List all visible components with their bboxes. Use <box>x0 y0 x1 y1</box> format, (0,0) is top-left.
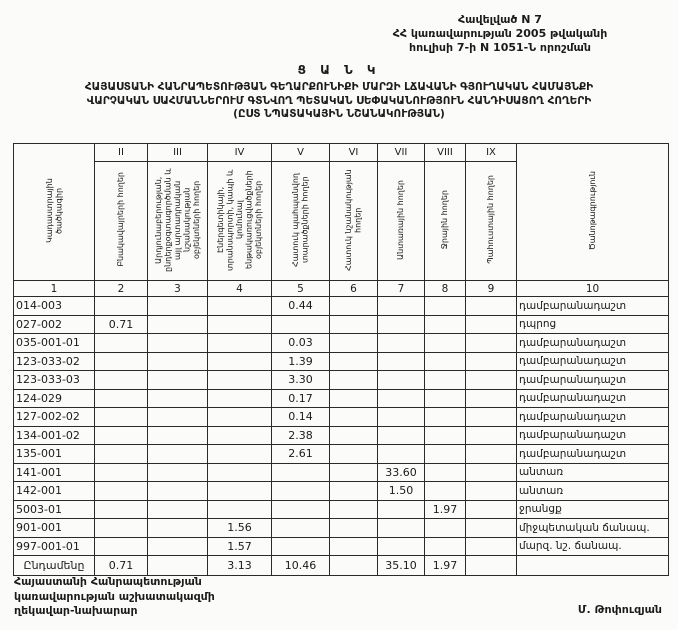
column-header-cadastral-code <box>14 144 95 281</box>
cell-value-col9 <box>466 556 517 576</box>
cell-value-col9 <box>466 352 517 371</box>
table-row <box>14 371 669 390</box>
column-number-5: 5 <box>272 281 330 297</box>
cell-value-col3 <box>148 445 208 464</box>
cell-code: 901-001 <box>14 519 95 538</box>
subtitle-line-3: (ԸՍՏ ՆՊԱՏԱԿԱՅԻՆ ՆՇԱՆԱԿՈՒԹՅԱՆ) <box>233 108 445 120</box>
cell-value-col5 <box>272 500 330 519</box>
cell-value-col3 <box>148 297 208 316</box>
signature-name: Մ. Թոփուզյան <box>577 603 662 616</box>
cell-value-col2 <box>95 389 148 408</box>
roman-numeral-IV: IV <box>208 144 272 162</box>
cell-value-col6 <box>330 297 378 316</box>
column-number-2: 2 <box>95 281 148 297</box>
cell-value-col6 <box>330 463 378 482</box>
cell-value-col3 <box>148 482 208 501</box>
roman-numeral-III: III <box>148 144 208 162</box>
column-header-note <box>517 144 669 281</box>
cell-value-col2: 0.71 <box>95 556 148 576</box>
cell-value-col5 <box>272 463 330 482</box>
cell-value-col9 <box>466 334 517 353</box>
cell-value-col3 <box>148 352 208 371</box>
cell-code: 035-001-01 <box>14 334 95 353</box>
column-header-8-label: Ջրային հողեր <box>440 189 450 250</box>
cell-value-col2 <box>95 371 148 390</box>
column-header-5-label: Հատուկ պահպանվող տարածքների հողեր <box>291 172 310 267</box>
table-row <box>14 408 669 427</box>
cell-value-col8 <box>425 482 466 501</box>
cell-note: դամբարանադաշտ <box>517 352 669 371</box>
cell-value-col4 <box>208 371 272 390</box>
column-number-row <box>14 281 669 297</box>
cell-value-col5: 0.14 <box>272 408 330 427</box>
table-row <box>14 334 669 353</box>
cell-value-col4 <box>208 500 272 519</box>
cell-value-col4 <box>208 426 272 445</box>
column-header-7-label: Անտառային հողեր <box>396 179 406 260</box>
cell-value-col5: 3.30 <box>272 371 330 390</box>
cell-value-col4 <box>208 389 272 408</box>
cell-code: 141-001 <box>14 463 95 482</box>
cell-value-col9 <box>466 297 517 316</box>
cell-value-col9 <box>466 537 517 556</box>
cell-value-col8 <box>425 315 466 334</box>
cell-value-col9 <box>466 463 517 482</box>
page-subtitle <box>0 81 678 122</box>
cell-value-col2 <box>95 463 148 482</box>
cell-value-col7 <box>378 389 425 408</box>
document-footer <box>14 575 662 619</box>
cell-note: մարզ. նշ. ճանապ. <box>517 537 669 556</box>
cell-code: 027-002 <box>14 315 95 334</box>
cell-note: դամբարանադաշտ <box>517 371 669 390</box>
cell-value-col8 <box>425 352 466 371</box>
table-row <box>14 315 669 334</box>
cell-value-col4 <box>208 352 272 371</box>
cell-value-col4: 1.56 <box>208 519 272 538</box>
cell-value-col2 <box>95 297 148 316</box>
cell-value-col8 <box>425 371 466 390</box>
land-category-table <box>13 143 669 576</box>
roman-numeral-VIII: VIII <box>425 144 466 162</box>
roman-numeral-IX: IX <box>466 144 517 162</box>
cell-value-col4: 1.57 <box>208 537 272 556</box>
cell-value-col5 <box>272 482 330 501</box>
column-header-4 <box>208 162 272 281</box>
cell-value-col4 <box>208 445 272 464</box>
cell-value-col6 <box>330 537 378 556</box>
cell-value-col6 <box>330 556 378 576</box>
cell-code: 127-002-02 <box>14 408 95 427</box>
cell-value-col5 <box>272 315 330 334</box>
roman-numeral-VI: VI <box>330 144 378 162</box>
cell-value-col8 <box>425 408 466 427</box>
table-row <box>14 445 669 464</box>
cell-value-col4 <box>208 334 272 353</box>
cell-value-col6 <box>330 445 378 464</box>
cell-value-col7: 35.10 <box>378 556 425 576</box>
cell-value-col3 <box>148 371 208 390</box>
footer-office <box>14 575 215 619</box>
column-header-6-label: Հատուկ նշանակության հողեր <box>344 168 363 271</box>
cell-value-col6 <box>330 426 378 445</box>
cell-value-col9 <box>466 371 517 390</box>
cell-value-col7 <box>378 445 425 464</box>
cell-note: անտառ <box>517 463 669 482</box>
cell-value-col6 <box>330 389 378 408</box>
cell-value-col6 <box>330 334 378 353</box>
cell-value-col8: 1.97 <box>425 500 466 519</box>
cell-value-col8 <box>425 389 466 408</box>
cell-value-col3 <box>148 389 208 408</box>
cell-value-col6 <box>330 482 378 501</box>
column-number-7: 7 <box>378 281 425 297</box>
cell-value-col7 <box>378 315 425 334</box>
cell-code: 134-001-02 <box>14 426 95 445</box>
cell-value-col8 <box>425 445 466 464</box>
footer-line-1: Հայաստանի Հանրապետության <box>14 575 202 588</box>
cell-value-col9 <box>466 389 517 408</box>
column-number-10: 10 <box>517 281 669 297</box>
cell-value-col8 <box>425 537 466 556</box>
cell-code: Ընդամենը <box>14 556 95 576</box>
cell-value-col3 <box>148 334 208 353</box>
cell-value-col5: 1.39 <box>272 352 330 371</box>
column-header-4-label: Էներգետիկայի, տրանսպորտի, կապի և կոմունալ ենթակառուցվածքների օբյեկտների հողեր <box>215 168 263 271</box>
cell-note: դամբարանադաշտ <box>517 334 669 353</box>
roman-numeral-V: V <box>272 144 330 162</box>
cell-value-col2 <box>95 519 148 538</box>
column-header-9 <box>466 162 517 281</box>
column-header-2 <box>95 162 148 281</box>
cell-value-col4 <box>208 315 272 334</box>
column-header-3-label: Արդյունաբերության, ընդերքօգտագործման և այլ արտադրական նշանակության օբյեկտների հողեր <box>153 167 201 272</box>
header-line-1: Հավելված N 7 <box>458 13 542 26</box>
column-header-5 <box>272 162 330 281</box>
cell-value-col3 <box>148 556 208 576</box>
cell-value-col3 <box>148 315 208 334</box>
roman-numeral-row <box>14 144 669 162</box>
cell-value-col2 <box>95 352 148 371</box>
cell-value-col7 <box>378 297 425 316</box>
cell-value-col8 <box>425 297 466 316</box>
cell-code: 123-033-02 <box>14 352 95 371</box>
total-row <box>14 556 669 576</box>
table-row <box>14 463 669 482</box>
cell-value-col3 <box>148 408 208 427</box>
cell-value-col9 <box>466 500 517 519</box>
cell-value-col8 <box>425 463 466 482</box>
cell-value-col2 <box>95 500 148 519</box>
cell-note: դամբարանադաշտ <box>517 445 669 464</box>
column-header-2-label: Բնակավայրերի հողեր <box>116 172 126 267</box>
column-number-8: 8 <box>425 281 466 297</box>
cell-value-col7 <box>378 500 425 519</box>
footer-line-3: ղեկավար-նախարար <box>14 604 138 617</box>
cell-value-col9 <box>466 426 517 445</box>
cell-value-col6 <box>330 500 378 519</box>
cell-note: միջպետական ճանապ. <box>517 519 669 538</box>
cell-value-col7: 1.50 <box>378 482 425 501</box>
cell-value-col3 <box>148 537 208 556</box>
cell-value-col7 <box>378 519 425 538</box>
cell-value-col5: 10.46 <box>272 556 330 576</box>
cell-value-col2: 0.71 <box>95 315 148 334</box>
column-header-cadastral-code-label: Կադաստրային ծածկագիր <box>44 178 63 243</box>
footer-line-2: կառավարության աշխատակազմի <box>14 589 215 603</box>
cell-value-col9 <box>466 408 517 427</box>
cell-value-col6 <box>330 352 378 371</box>
cell-note: դպրոց <box>517 315 669 334</box>
cell-value-col9 <box>466 315 517 334</box>
cell-value-col4 <box>208 408 272 427</box>
cell-code: 135-001 <box>14 445 95 464</box>
column-number-1: 1 <box>14 281 95 297</box>
column-number-3: 3 <box>148 281 208 297</box>
cell-note: դամբարանադաշտ <box>517 408 669 427</box>
cell-value-col9 <box>466 519 517 538</box>
cell-value-col3 <box>148 500 208 519</box>
subtitle-line-1: ՀԱՅԱՍՏԱՆԻ ՀԱՆՐԱՊԵՏՈՒԹՅԱՆ ԳԵՂԱՐՔՈՒՆԻՔԻ ՄԱՐԶԻ ԼՃԱՎԱՆԻ ԳՅՈՒՂԱԿԱՆ ՀԱՄԱՅՆՔԻ <box>84 81 594 93</box>
cell-note: անտառ <box>517 482 669 501</box>
cell-value-col5: 0.44 <box>272 297 330 316</box>
cell-value-col2 <box>95 408 148 427</box>
cell-value-col2 <box>95 426 148 445</box>
roman-numeral-VII: VII <box>378 144 425 162</box>
cell-value-col7 <box>378 426 425 445</box>
cell-value-col2 <box>95 537 148 556</box>
cell-value-col7 <box>378 408 425 427</box>
cell-value-col8 <box>425 519 466 538</box>
column-number-4: 4 <box>208 281 272 297</box>
header-line-2: ՀՀ կառավարության 2005 թվականի <box>392 27 608 40</box>
cell-value-col4 <box>208 482 272 501</box>
cell-value-col6 <box>330 315 378 334</box>
column-header-7 <box>378 162 425 281</box>
cell-code: 5003-01 <box>14 500 95 519</box>
cell-value-col8 <box>425 426 466 445</box>
page-title: Ց Ա Ն Կ <box>297 63 381 77</box>
cell-value-col4: 3.13 <box>208 556 272 576</box>
cell-value-col8 <box>425 334 466 353</box>
cell-value-col9 <box>466 482 517 501</box>
cell-value-col3 <box>148 426 208 445</box>
cell-value-col6 <box>330 408 378 427</box>
column-header-note-label: Ծանոթագրություն <box>587 170 597 251</box>
cell-code: 014-003 <box>14 297 95 316</box>
column-header-3 <box>148 162 208 281</box>
table-row <box>14 482 669 501</box>
cell-note: ջրանցք <box>517 500 669 519</box>
cell-value-col2 <box>95 445 148 464</box>
table-row <box>14 500 669 519</box>
cell-code: 142-001 <box>14 482 95 501</box>
cell-code: 997-001-01 <box>14 537 95 556</box>
cell-value-col5: 2.61 <box>272 445 330 464</box>
cell-value-col7 <box>378 334 425 353</box>
column-header-6 <box>330 162 378 281</box>
cell-note: դամբարանադաշտ <box>517 297 669 316</box>
cell-value-col5: 0.03 <box>272 334 330 353</box>
header-line-3: հուլիսի 7-ի N 1051-Ն որոշման <box>409 41 591 54</box>
cell-value-col3 <box>148 519 208 538</box>
column-number-6: 6 <box>330 281 378 297</box>
cell-value-col5 <box>272 519 330 538</box>
cell-note: դամբարանադաշտ <box>517 426 669 445</box>
cell-value-col3 <box>148 463 208 482</box>
cell-value-col2 <box>95 334 148 353</box>
cell-value-col7 <box>378 537 425 556</box>
cell-value-col4 <box>208 297 272 316</box>
table-row <box>14 426 669 445</box>
cell-value-col7 <box>378 371 425 390</box>
column-header-9-label: Պահուստային հողեր <box>486 175 496 264</box>
cell-note <box>517 556 669 576</box>
cell-code: 124-029 <box>14 389 95 408</box>
table-row <box>14 352 669 371</box>
column-number-9: 9 <box>466 281 517 297</box>
document-header <box>340 13 660 55</box>
table-row <box>14 389 669 408</box>
cell-note: դամբարանադաշտ <box>517 389 669 408</box>
cell-value-col5: 0.17 <box>272 389 330 408</box>
cell-value-col5: 2.38 <box>272 426 330 445</box>
cell-value-col7 <box>378 352 425 371</box>
table-row <box>14 297 669 316</box>
cell-value-col6 <box>330 371 378 390</box>
cell-value-col8: 1.97 <box>425 556 466 576</box>
cell-value-col2 <box>95 482 148 501</box>
cell-value-col5 <box>272 537 330 556</box>
column-header-8 <box>425 162 466 281</box>
table-row <box>14 537 669 556</box>
cell-value-col7: 33.60 <box>378 463 425 482</box>
cell-value-col4 <box>208 463 272 482</box>
cell-code: 123-033-03 <box>14 371 95 390</box>
table-row <box>14 519 669 538</box>
subtitle-line-2: ՎԱՐՉԱԿԱՆ ՍԱՀՄԱՆՆԵՐՈՒՄ ԳՏՆՎՈՂ ՊԵՏԱԿԱՆ ՍԵՓԱԿԱՆՈՒԹՅՈՒՆ ՀԱՆԴԻՍԱՑՈՂ ՀՈՂԵՐԻ <box>86 94 592 107</box>
cell-value-col9 <box>466 445 517 464</box>
cell-value-col6 <box>330 519 378 538</box>
roman-numeral-II: II <box>95 144 148 162</box>
